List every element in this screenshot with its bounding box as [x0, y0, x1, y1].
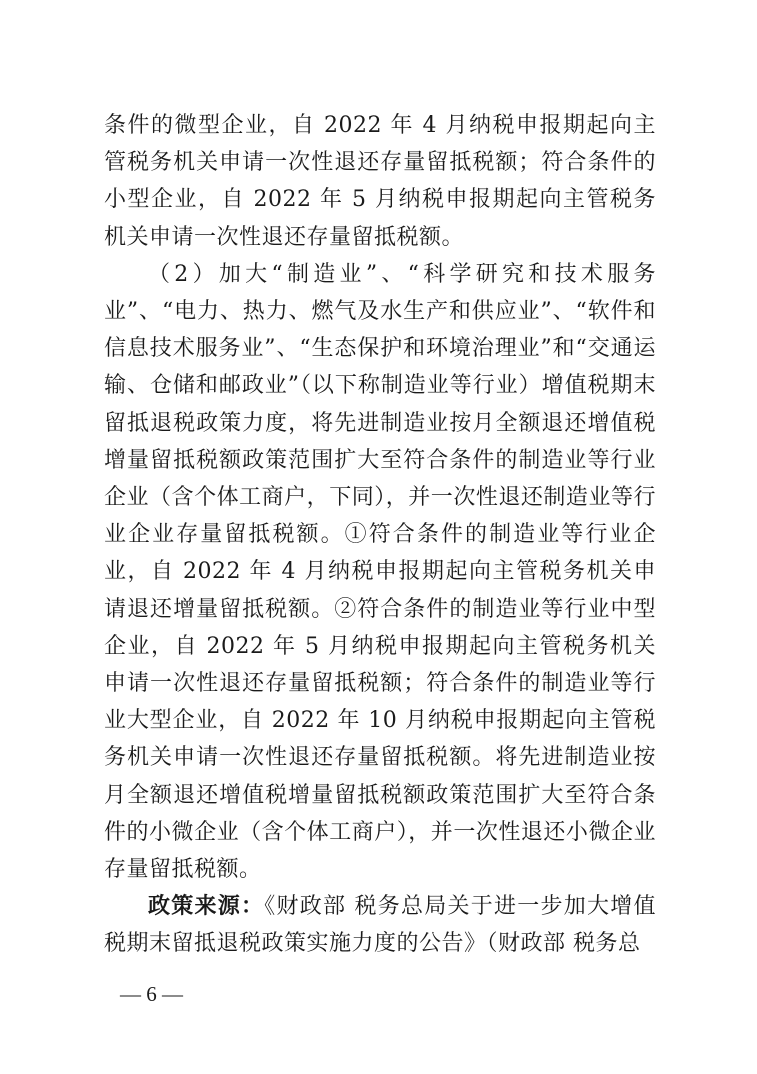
policy-source-text: 《财政部 税务总局关于进一步加大增值税期末留抵退税政策实施力度的公告》（财政部 税务总 — [104, 894, 656, 957]
paragraph-policy-source — [104, 888, 656, 962]
paragraph-manufacturing-policy: （2）加大“制造业”、“科学研究和技术服务业”、“电力、热力、燃气及水生产和供应业”、“软件和信息技术服务业”、“生态保护和环境治理业”和“交通运输、仓储和邮政业”（以下称制造业等行业）增值税期末留抵退税政策力度，将先进制造业按月全额退还增值税增量留抵税额政策范围扩大至符合条件的制造业等行业企业（含个体工商户，下同），并一次性退还制造业等行业企业存量留抵税额。①符合条件的制造业等行业企业，自 2022 年 4 月纳税申报期起向主管税务机关申请退还增量留抵税额。②符合条件的制造业等行业中型企业，自 2022 年 5 月纳税申报期起向主管税务机关申请一次性退还存量留抵税额；符合条件的制造业等行业大型企业，自 2022 年 10 月纳税申报期起向主管税务机关申请一次性退还存量留抵税额。将先进制造业按月全额退还增值税增量留抵税额政策范围扩大至符合条件的小微企业（含个体工商户），并一次性退还小微企业存量留抵税额。 — [104, 261, 656, 883]
paragraph-continuation: 条件的微型企业，自 2022 年 4 月纳税申报期起向主管税务机关申请一次性退还存量留抵税额；符合条件的小型企业，自 2022 年 5 月纳税申报期起向主管税务机关申请一次性退还存量留抵税额。 — [104, 113, 656, 250]
page-number: — 6 — — [120, 982, 183, 1006]
body-text — [104, 107, 656, 963]
policy-source-label: 政策来源： — [148, 893, 265, 920]
